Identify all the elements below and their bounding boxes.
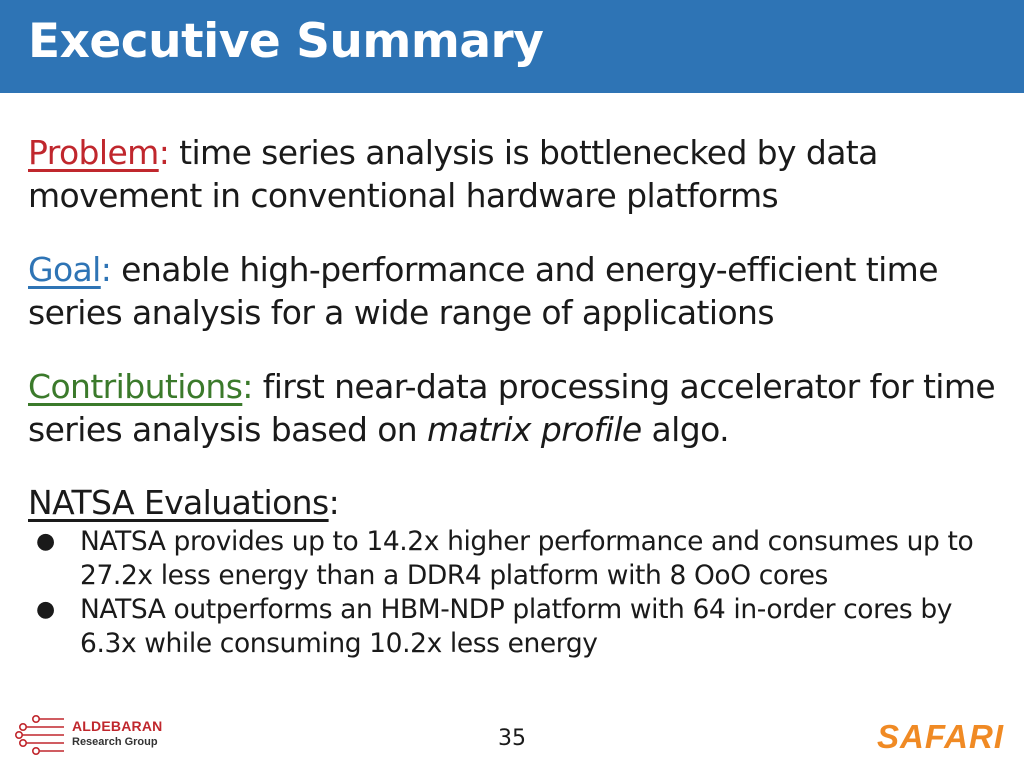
page-number: 35 bbox=[498, 726, 526, 751]
circuit-icon bbox=[14, 712, 68, 758]
goal-text: enable high-performance and energy-efficient time series analysis for a wide range of applications bbox=[28, 250, 938, 332]
bullet-icon: ● bbox=[36, 529, 55, 554]
bullet-icon: ● bbox=[36, 597, 55, 622]
goal-colon: : bbox=[100, 250, 112, 289]
evaluation-item bbox=[28, 525, 1013, 593]
slide-title: Executive Summary bbox=[28, 14, 544, 69]
safari-logo: SAFARI bbox=[876, 718, 1004, 755]
evaluations-list bbox=[28, 525, 1013, 661]
evaluations-colon: : bbox=[328, 483, 340, 522]
aldebaran-logo bbox=[14, 712, 184, 758]
goal-paragraph bbox=[28, 248, 1008, 334]
contributions-colon: : bbox=[242, 367, 253, 406]
contributions-text-end: algo. bbox=[641, 410, 729, 449]
evaluation-text: NATSA outperforms an HBM-NDP platform with 64 in-order cores by 6.3x while consuming 10.2x less energy bbox=[80, 594, 953, 659]
evaluations-heading bbox=[28, 481, 339, 524]
contributions-emphasis: matrix profile bbox=[427, 410, 642, 449]
evaluation-item bbox=[28, 593, 1013, 661]
evaluation-text: NATSA provides up to 14.2x higher performance and consumes up to 27.2x less energy than a DDR4 platform with 8 OoO cores bbox=[80, 526, 974, 591]
goal-label: Goal bbox=[28, 250, 101, 289]
contributions-paragraph bbox=[28, 365, 1008, 451]
aldebaran-subtitle: Research Group bbox=[72, 736, 158, 748]
problem-text: time series analysis is bottlenecked by data movement in conventional hardware platforms bbox=[28, 133, 878, 215]
aldebaran-name: ALDEBARAN bbox=[72, 718, 163, 734]
problem-label: Problem bbox=[28, 133, 159, 172]
problem-colon: : bbox=[158, 133, 170, 172]
problem-paragraph bbox=[28, 131, 1008, 217]
evaluations-label: NATSA Evaluations bbox=[28, 483, 329, 522]
title-bar bbox=[0, 0, 1024, 93]
contributions-text: first near-data processing accelerator for time series analysis based on bbox=[28, 367, 996, 449]
contributions-label: Contributions bbox=[28, 367, 243, 406]
